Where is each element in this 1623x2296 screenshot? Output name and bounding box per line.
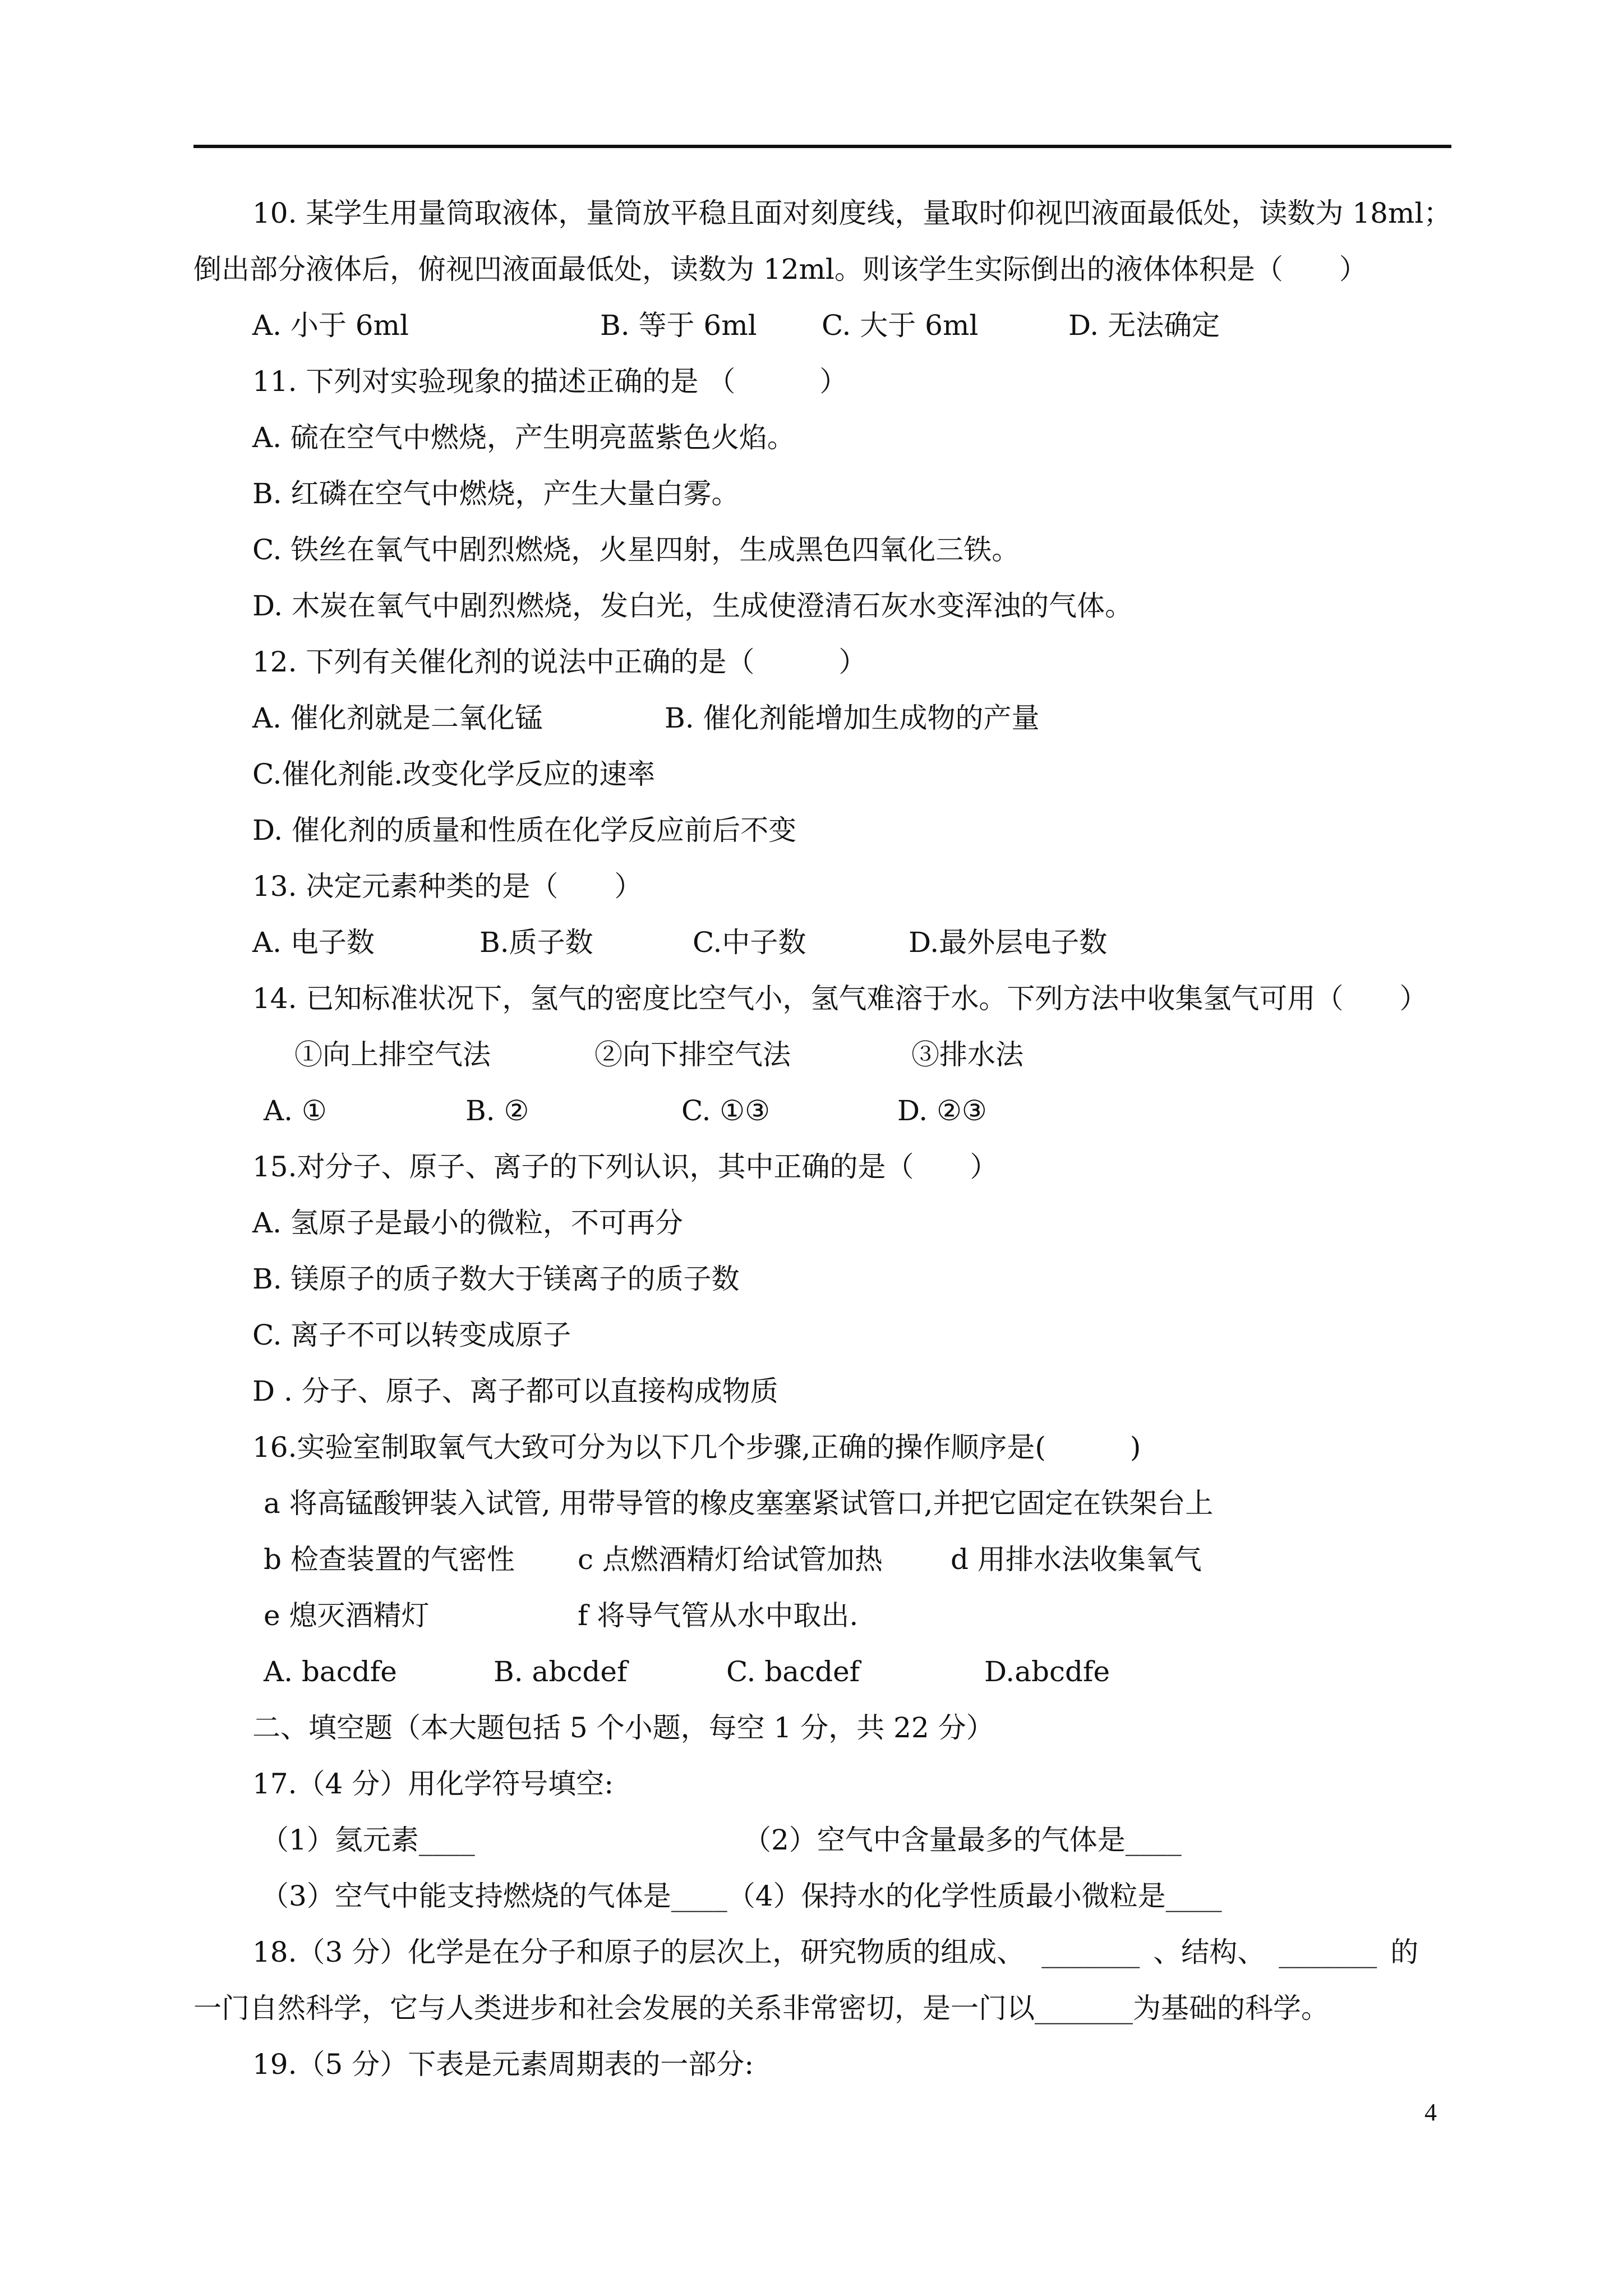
q16-stem: 16.实验室制取氧气大致可分为以下几个步骤,正确的操作顺序是( ): [252, 1431, 1141, 1464]
q10-stem-line2: 倒出部分液体后，俯视凹液面最低处，读数为 12ml。则该学生实际倒出的液体体积是（ ）: [193, 253, 1367, 286]
q14-methods: [193, 1027, 1451, 1083]
q13-option-b: B.质子数: [479, 926, 593, 959]
q17-parts-34: （3）空气中能支持燃烧的气体是____（4）保持水的化学性质最小微粒是____: [261, 1880, 1222, 1912]
q16-options: [193, 1644, 1451, 1700]
section-2-heading: 二、填空题（本大题包括 5 个小题，每空 1 分，共 22 分）: [252, 1711, 994, 1744]
q19-stem: 19.（5 分）下表是元素周期表的一部分:: [252, 2048, 754, 2081]
q14-options: [193, 1083, 1451, 1139]
q14-option-a: A. ①: [264, 1094, 327, 1127]
q10-option-d: D. 无法确定: [1068, 309, 1220, 342]
q12-option-d: D. 催化剂的质量和性质在化学反应前后不变: [252, 814, 797, 846]
q10-options: [193, 297, 1451, 353]
q16-step-c: c 点燃酒精灯给试管加热: [578, 1543, 883, 1576]
q12-option-b: B. 催化剂能增加生成物的产量: [665, 702, 1040, 734]
q16-steps-bcd: [193, 1531, 1451, 1588]
q14-method-3: ③排水法: [911, 1038, 1023, 1071]
q18-blank-1: _______: [1041, 1936, 1140, 1968]
q15-stem: 15.对分子、原子、离子的下列认识，其中正确的是（ ）: [252, 1151, 998, 1183]
q16-step-a: a 将高锰酸钾装入试管, 用带导管的橡皮塞塞紧试管口,并把它固定在铁架台上: [264, 1487, 1214, 1520]
header-rule: [193, 145, 1451, 148]
exam-page-content: [193, 185, 1451, 2092]
q18-text-1: 18.（3 分）化学是在分子和原子的层次上，研究物质的组成、: [252, 1936, 1025, 1968]
q14-stem: 14. 已知标准状况下，氢气的密度比空气小，氢气难溶于水。下列方法中收集氢气可用（ ）: [252, 982, 1428, 1015]
q18-line2: [193, 1980, 1451, 2036]
q10-option-b: B. 等于 6ml: [600, 309, 757, 342]
q13-option-a: A. 电子数: [252, 926, 375, 959]
q18-text-3: 的: [1390, 1936, 1419, 1968]
q11-stem: 11. 下列对实验现象的描述正确的是 （ ）: [252, 365, 848, 398]
q16-steps-ef: [193, 1588, 1451, 1644]
page-number: 4: [1424, 2099, 1437, 2126]
q16-step-d: d 用排水法收集氧气: [951, 1543, 1202, 1576]
q16-option-d: D.abcdfe: [984, 1655, 1110, 1688]
q14-option-d: D. ②③: [897, 1094, 987, 1127]
q14-option-b: B. ②: [465, 1094, 529, 1127]
q14-method-2: ②向下排空气法: [594, 1038, 791, 1071]
q15-option-b: B. 镁原子的质子数大于镁离子的质子数: [252, 1263, 740, 1295]
q18-text-2: 、结构、: [1153, 1936, 1266, 1968]
q15-option-a: A. 氢原子是最小的微粒，不可再分: [252, 1207, 683, 1239]
q18-text-5: 为基础的科学。: [1133, 1992, 1329, 2024]
q18-text-4: 一门自然科学，它与人类进步和社会发展的关系非常密切，是一门以: [193, 1992, 1035, 2024]
q16-step-e: e 熄灭酒精灯: [264, 1599, 430, 1632]
q18-blank-2: _______: [1279, 1936, 1377, 1968]
q11-option-d: D. 木炭在氧气中剧烈燃烧，发白光，生成使澄清石灰水变浑浊的气体。: [252, 590, 1133, 622]
q13-stem: 13. 决定元素种类的是（ ）: [252, 870, 643, 903]
q16-option-a: A. bacdfe: [264, 1655, 397, 1688]
q16-option-c: C. bacdef: [726, 1655, 860, 1688]
q14-option-c: C. ①③: [681, 1094, 770, 1127]
q14-method-1: ①向上排空气法: [294, 1038, 491, 1071]
q18-line1: [193, 1924, 1451, 1980]
q11-option-c: C. 铁丝在氧气中剧烈燃烧，火星四射，生成黑色四氧化三铁。: [252, 533, 1020, 566]
q13-options: [193, 914, 1451, 970]
q17-part-2: （2）空气中含量最多的气体是____: [743, 1824, 1182, 1856]
q12-option-a: A. 催化剂就是二氧化锰: [252, 702, 543, 734]
q10-stem-line1: 10. 某学生用量筒取液体，量筒放平稳且面对刻度线，量取时仰视凹液面最低处，读数为 18ml；: [252, 197, 1452, 229]
q12-options-ab: [193, 690, 1451, 746]
q17-part-1: （1）氦元素____: [261, 1824, 475, 1856]
q18-blank-3: _______: [1035, 1992, 1133, 2024]
q17-parts-12: [193, 1812, 1451, 1868]
q13-option-c: C.中子数: [693, 926, 806, 959]
q11-option-a: A. 硫在空气中燃烧，产生明亮蓝紫色火焰。: [252, 421, 795, 454]
q12-stem: 12. 下列有关催化剂的说法中正确的是（ ）: [252, 646, 867, 678]
q15-option-d: D . 分子、原子、离子都可以直接构成物质: [252, 1375, 778, 1407]
q13-option-d: D.最外层电子数: [909, 926, 1108, 959]
q16-step-b: b 检查装置的气密性: [264, 1543, 515, 1576]
q12-option-c: C.催化剂能.改变化学反应的速率: [252, 758, 656, 790]
q10-option-c: C. 大于 6ml: [822, 309, 979, 342]
q15-option-c: C. 离子不可以转变成原子: [252, 1319, 571, 1351]
q10-option-a: A. 小于 6ml: [252, 309, 409, 342]
q11-option-b: B. 红磷在空气中燃烧，产生大量白雾。: [252, 477, 740, 510]
q16-step-f: f 将导气管从水中取出.: [578, 1599, 859, 1632]
q16-option-b: B. abcdef: [494, 1655, 628, 1688]
q17-stem: 17.（4 分）用化学符号填空:: [252, 1768, 614, 1800]
